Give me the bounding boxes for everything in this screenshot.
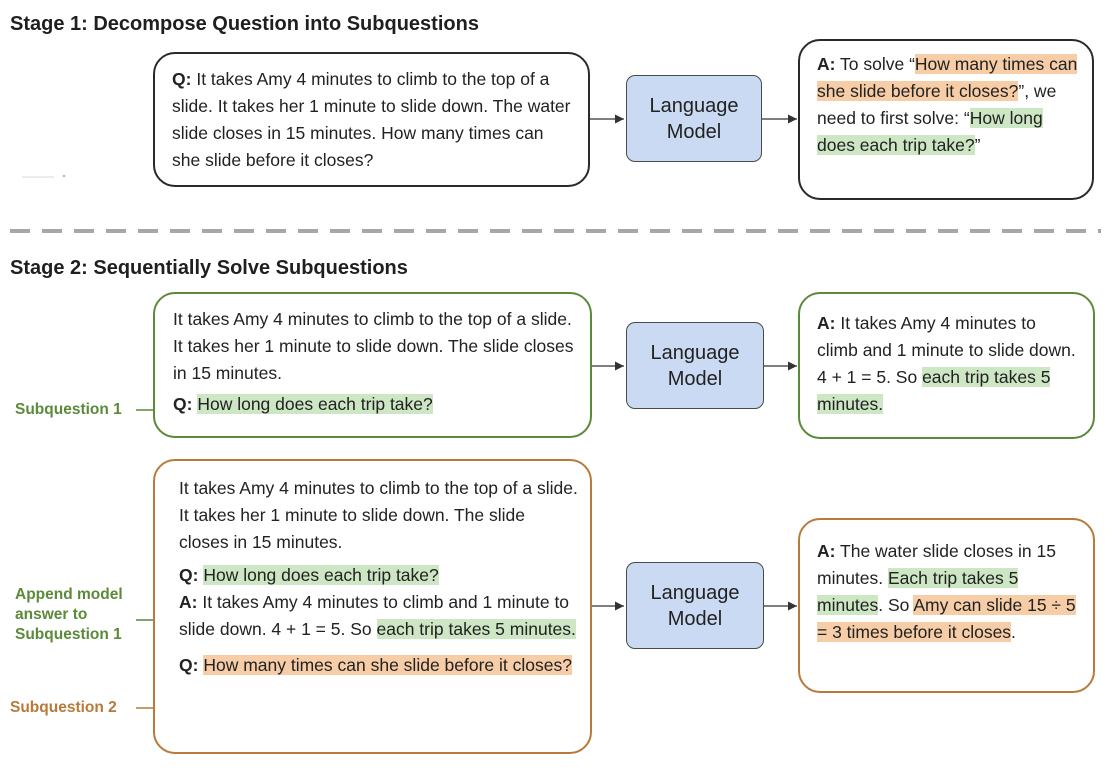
sub2-a1: A: It takes Amy 4 minutes to climb and 1 minute to slide down. 4 + 1 = 5. So each trip takes 5 minutes. bbox=[179, 592, 576, 639]
model-label-line2: Model bbox=[666, 120, 722, 143]
stage1-question-text: Q: It takes Amy 4 minutes to climb to the top of a slide. It takes her 1 minute to slide down. The water slide closes in 15 minutes. How many times can she slide before it closes? bbox=[172, 69, 571, 170]
sub1-answer-box bbox=[798, 292, 1095, 439]
append-answer-label: Append model answer to Subquestion 1 bbox=[15, 586, 123, 643]
highlight-main-question: How many times can she slide before it closes? bbox=[817, 54, 1078, 101]
sub2-q2: Q: How many times can she slide before it closes? bbox=[179, 655, 572, 675]
highlight-sub1-answer: each trip takes 5 minutes. bbox=[817, 367, 1051, 414]
sub1-question: Q: How long does each trip take? bbox=[173, 394, 433, 414]
subquestion-1-label: Subquestion 1 bbox=[15, 401, 122, 418]
sub2-answer-text: A: The water slide closes in 15 minutes. Each trip takes 5 minutes. So Amy can slide 15 ÷ 5 = 3 times before it closes. bbox=[817, 541, 1076, 642]
q-label: Q: bbox=[172, 69, 192, 89]
language-model-1 bbox=[626, 75, 762, 162]
sub1-question-box bbox=[153, 292, 592, 438]
sub1-context: It takes Amy 4 minutes to climb to the top of a slide. It takes her 1 minute to slide down. The slide closes in 15 minutes. bbox=[173, 309, 574, 383]
sub2-q1: Q: How long does each trip take? bbox=[179, 565, 439, 585]
stage2-title: Stage 2: Sequentially Solve Subquestions bbox=[10, 257, 408, 279]
subquestion-2-label: Subquestion 2 bbox=[10, 699, 117, 716]
stray-marks bbox=[22, 175, 65, 177]
sub2-question-box bbox=[153, 459, 592, 754]
stage1-question-box bbox=[153, 52, 590, 187]
stage1-answer-text: A: To solve “How many times can she slide before it closes?”, we need to first solve: “How long does each trip take?” bbox=[817, 54, 1078, 155]
highlight-final-answer: Amy can slide 15 ÷ 5 = 3 times before it closes bbox=[817, 595, 1076, 642]
sub2-context: It takes Amy 4 minutes to climb to the top of a slide. It takes her 1 minute to slide down. The slide closes in 15 minutes. bbox=[179, 478, 578, 552]
sub1-answer-text: A: It takes Amy 4 minutes to climb and 1 minute to slide down. 4 + 1 = 5. So each trip takes 5 minutes. bbox=[817, 313, 1076, 414]
stage1-answer-box bbox=[798, 39, 1094, 200]
highlight-subquestion: How long does each trip take? bbox=[817, 108, 1043, 155]
model-label-line1: Language bbox=[649, 94, 739, 117]
language-model-2: Language Model bbox=[626, 322, 764, 409]
language-model-3: Language Model bbox=[626, 562, 764, 649]
stage1-title: Stage 1: Decompose Question into Subquestions bbox=[10, 13, 479, 35]
highlight-trip-time: Each trip takes 5 minutes bbox=[817, 568, 1019, 615]
sub2-answer-box bbox=[798, 518, 1095, 693]
